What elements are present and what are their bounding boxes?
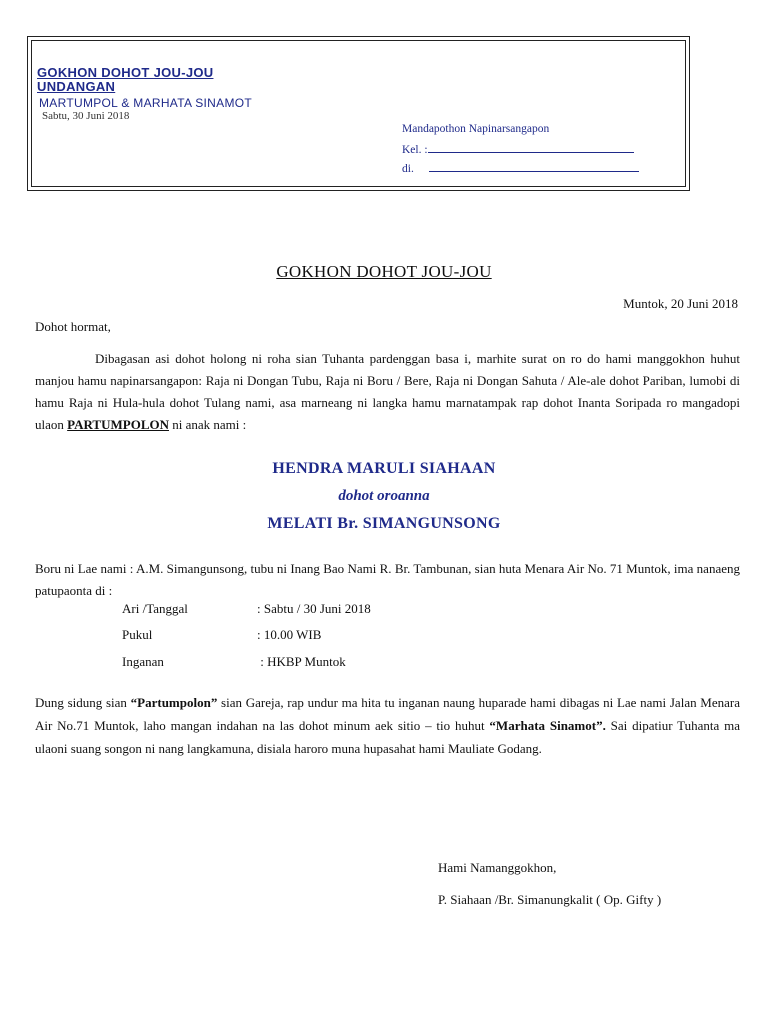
kel-blank-line xyxy=(428,142,634,153)
closing-text-e: Sai dipatiur Tuhanta ma ulaoni suang songon ni nang langkamuna, disiala haroro muna hupasahat hami Mauliate Godang. xyxy=(35,718,740,756)
envelope-recipient: Mandapothon Napinarsangapon xyxy=(402,123,550,135)
envelope-di-field xyxy=(402,161,639,175)
bride-name: MELATI Br. SIMANGUNSONG xyxy=(267,515,501,532)
detail-value-time: : 10.00 WIB xyxy=(257,627,322,642)
partumpolon-highlight: PARTUMPOLON xyxy=(67,417,169,432)
closing-salutation: Hami Namanggokhon, xyxy=(438,860,557,875)
closing-text-a: Dung sidung sian xyxy=(35,695,131,710)
envelope-date: Sabtu, 30 Juni 2018 xyxy=(42,110,130,122)
di-blank-line xyxy=(429,161,639,172)
detail-value-venue: : HKBP Muntok xyxy=(257,654,346,669)
letter-place-date: Muntok, 20 Juni 2018 xyxy=(623,296,738,311)
detail-label-venue: Inganan xyxy=(122,654,164,669)
bride-family-paragraph: Boru ni Lae nami : A.M. Simangunsong, tubu ni Inang Bao Nami R. Br. Tambunan, sian huta Menara Air No. 71 Muntok, ima nanaeng patupaonta di : xyxy=(35,561,740,598)
envelope-subtitle-event: MARTUMPOL & MARHATA SINAMOT xyxy=(39,96,253,110)
detail-label-date: Ari /Tanggal xyxy=(122,601,188,616)
partumpolon-quote: “Partumpolon” xyxy=(130,695,218,710)
signatory-name: P. Siahaan /Br. Simanungkalit ( Op. Gifty ) xyxy=(438,892,662,907)
envelope-subtitle-invitation: UNDANGAN xyxy=(37,79,116,94)
detail-label-time: Pukul xyxy=(122,627,153,642)
closing-text-c: sian Gareja, rap undur ma hita tu inganan naung huparade hami dibagas ni Lae nami Jalan Menara Air No.71 Muntok, laho mangan indahan na las dohot minum aek sitio – tio huhut xyxy=(35,695,741,733)
di-label: di. xyxy=(402,163,414,175)
letter-greeting: Dohot hormat, xyxy=(35,319,111,334)
envelope-title: GOKHON DOHOT JOU-JOU xyxy=(37,65,214,80)
detail-value-date: : Sabtu / 30 Juni 2018 xyxy=(257,601,371,616)
invitation-paragraph xyxy=(35,348,740,436)
invitation-text: Dibagasan asi dohot holong ni roha sian Tuhanta pardenggan basa i, marhite surat on ro do hami manggokhon huhut manjou hamu napinarsangapon: Raja ni Dongan Tubu, Raja ni Boru / Bere, Raja ni Dongan Sahuta / Ale-ale dohot Pariban, lumobi di hamu Raja ni Hula-hula dohot Tulang nami, asa marneang ni langka hamu marnatampak rap dohot Inanta Soripada ro mangadopi ulaon xyxy=(35,351,740,432)
groom-name: HENDRA MARULI SIAHAAN xyxy=(272,460,496,477)
closing-paragraph xyxy=(35,691,740,760)
invitation-text-end: ni anak nami : xyxy=(169,417,247,432)
marhata-sinamot-quote: “Marhata Sinamot”. xyxy=(489,718,606,733)
letter-title: GOKHON DOHOT JOU-JOU xyxy=(276,262,492,281)
kel-label: Kel. : xyxy=(402,144,428,156)
envelope-kel-field xyxy=(402,142,634,156)
and-fiancee: dohot oroanna xyxy=(338,488,430,504)
